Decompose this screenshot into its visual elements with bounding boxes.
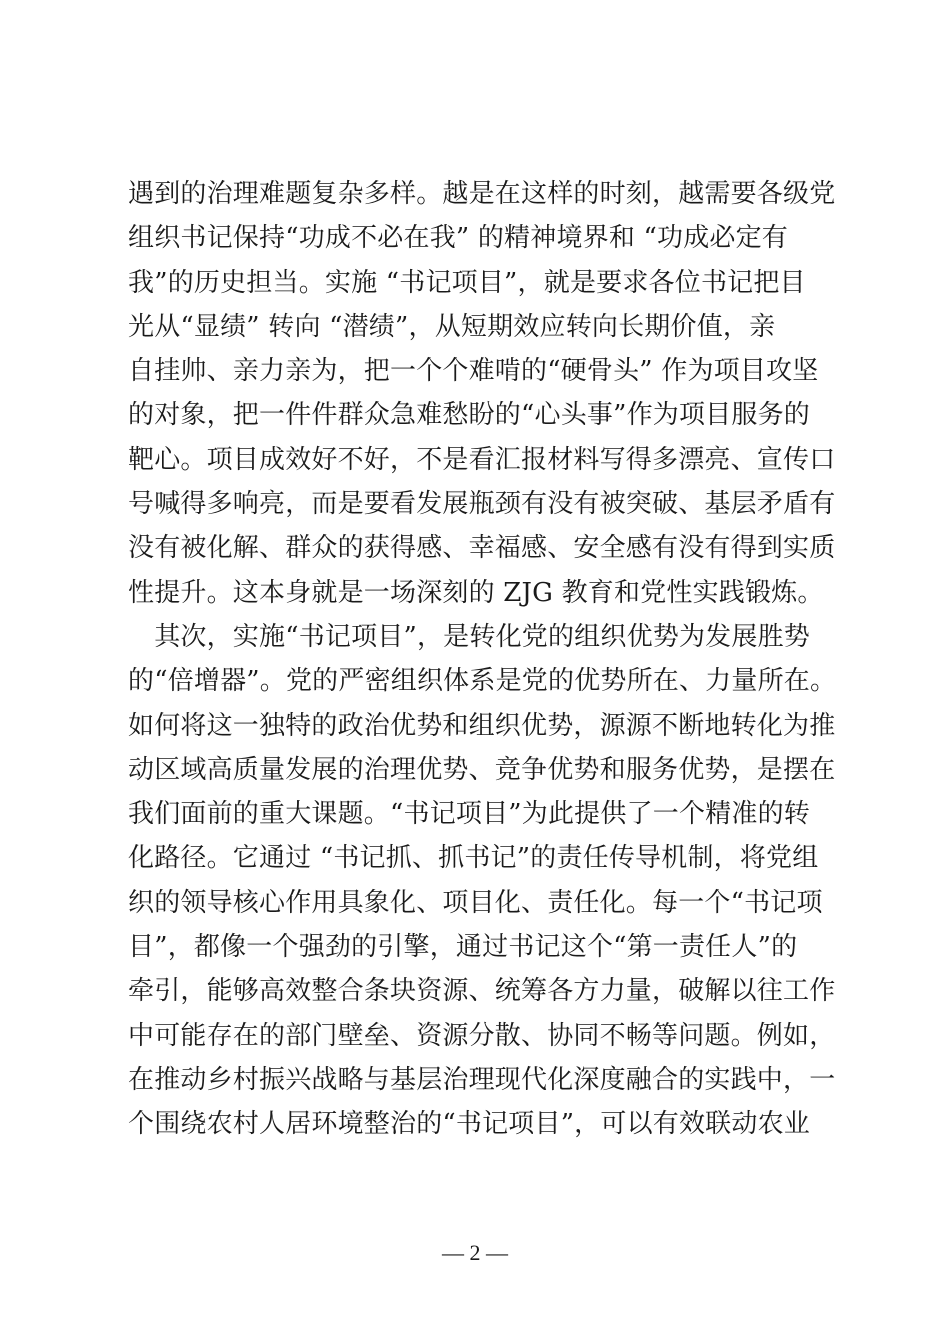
text-line: 在推动乡村振兴战略与基层治理现代化深度融合的实践中，一: [128, 1064, 836, 1095]
text-line: 中可能存在的部门壁垒、资源分散、协同不畅等问题。例如，: [128, 1020, 836, 1051]
text-line: 的“倍增器”。党的严密组织体系是党的优势所在、力量所在。: [128, 666, 837, 697]
text-line: 我们面前的重大课题。“书记项目”为此提供了一个精准的转: [128, 799, 810, 830]
text-line: 化路径。它通过 “书记抓、抓书记”的责任传导机制，将党组: [128, 843, 819, 874]
body-text: [128, 172, 840, 1147]
text-line: 牵引，能够高效整合条块资源、统筹各方力量，破解以往工作: [128, 976, 836, 1007]
text-line: 我”的历史担当。实施 “书记项目”，就是要求各位书记把目: [128, 267, 806, 298]
text-line: 靶心。项目成效好不好，不是看汇报材料写得多漂亮、宣传口: [128, 444, 836, 475]
page-number: — 2 —: [442, 1240, 508, 1265]
text-line: 光从“显绩” 转向 “潜绩”，从短期效应转向长期价值，亲: [128, 311, 776, 342]
text-line: 组织书记保持“功成不必在我” 的精神境界和 “功成必定有: [128, 223, 789, 254]
text-line: 的对象，把一件件群众急难愁盼的“心头事”作为项目服务的: [128, 400, 810, 431]
text-line: 如何将这一独特的政治优势和组织优势，源源不断地转化为推: [128, 710, 836, 741]
text-line: 织的领导核心作用具象化、项目化、责任化。每一个“书记项: [128, 887, 823, 918]
text-line: 动区域高质量发展的治理优势、竞争优势和服务优势，是摆在: [128, 754, 836, 785]
text-line: 目”，都像一个强劲的引擎，通过书记这个“第一责任人”的: [128, 932, 798, 963]
paragraph-start-line: 其次，实施“书记项目”，是转化党的组织优势为发展胜势: [128, 621, 810, 652]
text-line: 遇到的治理难题复杂多样。越是在这样的时刻，越需要各级党: [128, 179, 836, 209]
text-line: 性提升。这本身就是一场深刻的 ZJG 教育和党性实践锻炼。: [128, 577, 824, 608]
text-line: 号喊得多响亮，而是要看发展瓶颈有没有被突破、基层矛盾有: [128, 489, 836, 520]
text-line: 个围绕农村人居环境整治的“书记项目”，可以有效联动农业: [128, 1109, 810, 1140]
text-line: 自挂帅、亲力亲为，把一个个难啃的“硬骨头” 作为项目攻坚: [128, 356, 819, 387]
text-line: 没有被化解、群众的获得感、幸福感、安全感有没有得到实质: [128, 533, 836, 564]
